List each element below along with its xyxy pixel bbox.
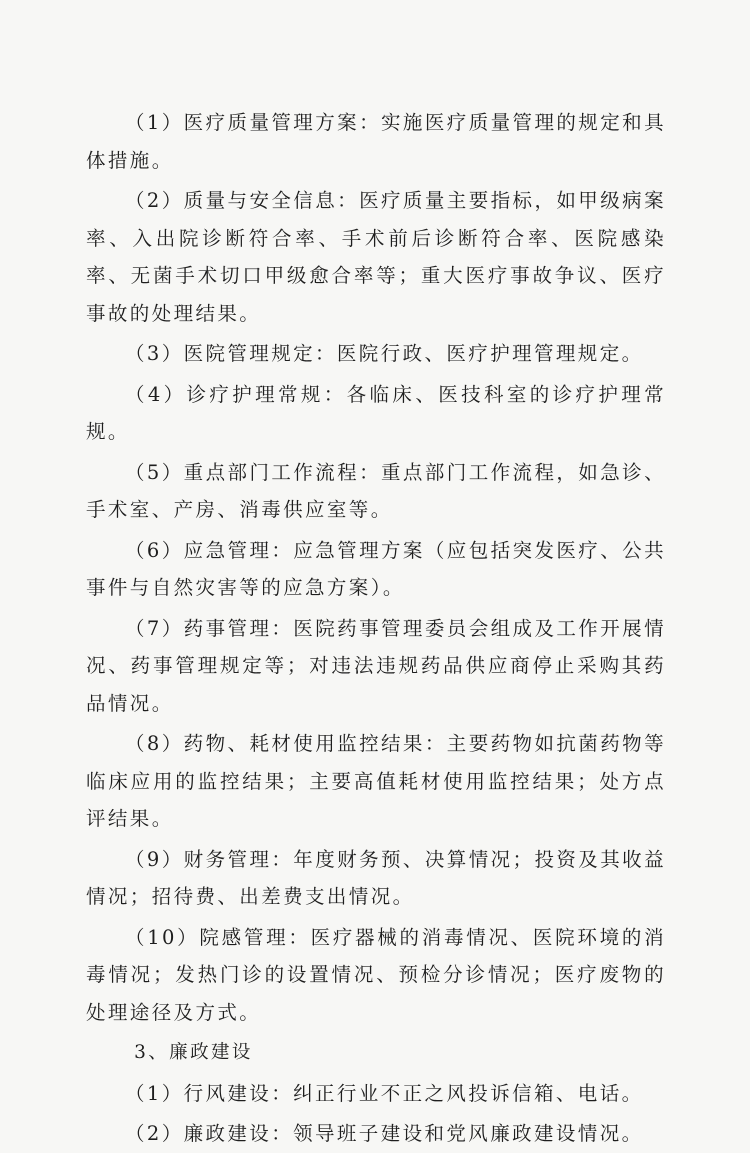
paragraph-emergency-management: （6）应急管理：应急管理方案（应包括突发医疗、公共事件与自然灾害等的应急方案）。	[86, 538, 666, 599]
paragraph-conduct-building: （1）行风建设：纠正行业不正之风投诉信箱、电话。	[125, 1081, 644, 1105]
section-heading-integrity: 3、廉政建设	[134, 1042, 253, 1063]
paragraph-hospital-rules: （3）医院管理规定：医院行政、医疗护理管理规定。	[125, 342, 644, 365]
paragraph-integrity-building: （2）廉政建设：领导班子建设和党风廉政建设情况。	[125, 1122, 644, 1145]
paragraph-pharmacy-management: （7）药事管理：医院药事管理委员会组成及工作开展情况、药事管理规定等；对违法违规药品供应商停止采购其药品情况。	[86, 616, 666, 715]
paragraph-infection-control: （10）院感管理：医疗器械的消毒情况、医院环境的消毒情况；发热门诊的设置情况、预检分诊情况；医疗废物的处理途径及方式。	[86, 925, 666, 1024]
paragraph-quality-plan: （1）医疗质量管理方案：实施医疗质量管理的规定和具体措施。	[86, 111, 666, 172]
paragraph-drug-monitoring: （8）药物、耗材使用监控结果：主要药物如抗菌药物等临床应用的监控结果；主要高值耗材使用监控结果；处方点评结果。	[86, 732, 666, 830]
paragraph-care-routines: （4）诊疗护理常规：各临床、医技科室的诊疗护理常规。	[86, 382, 666, 443]
paragraph-key-dept-workflow: （5）重点部门工作流程：重点部门工作流程，如急诊、手术室、产房、消毒供应室等。	[86, 460, 666, 521]
paragraph-quality-safety-info: （2）质量与安全信息：医疗质量主要指标，如甲级病案率、入出院诊断符合率、手术前后诊断符合率、医院感染率、无菌手术切口甲级愈合率等；重大医疗事故争议、医疗事故的处理结果。	[86, 189, 666, 325]
paragraph-finance-management: （9）财务管理：年度财务预、决算情况；投资及其收益情况；招待费、出差费支出情况。	[86, 847, 666, 908]
